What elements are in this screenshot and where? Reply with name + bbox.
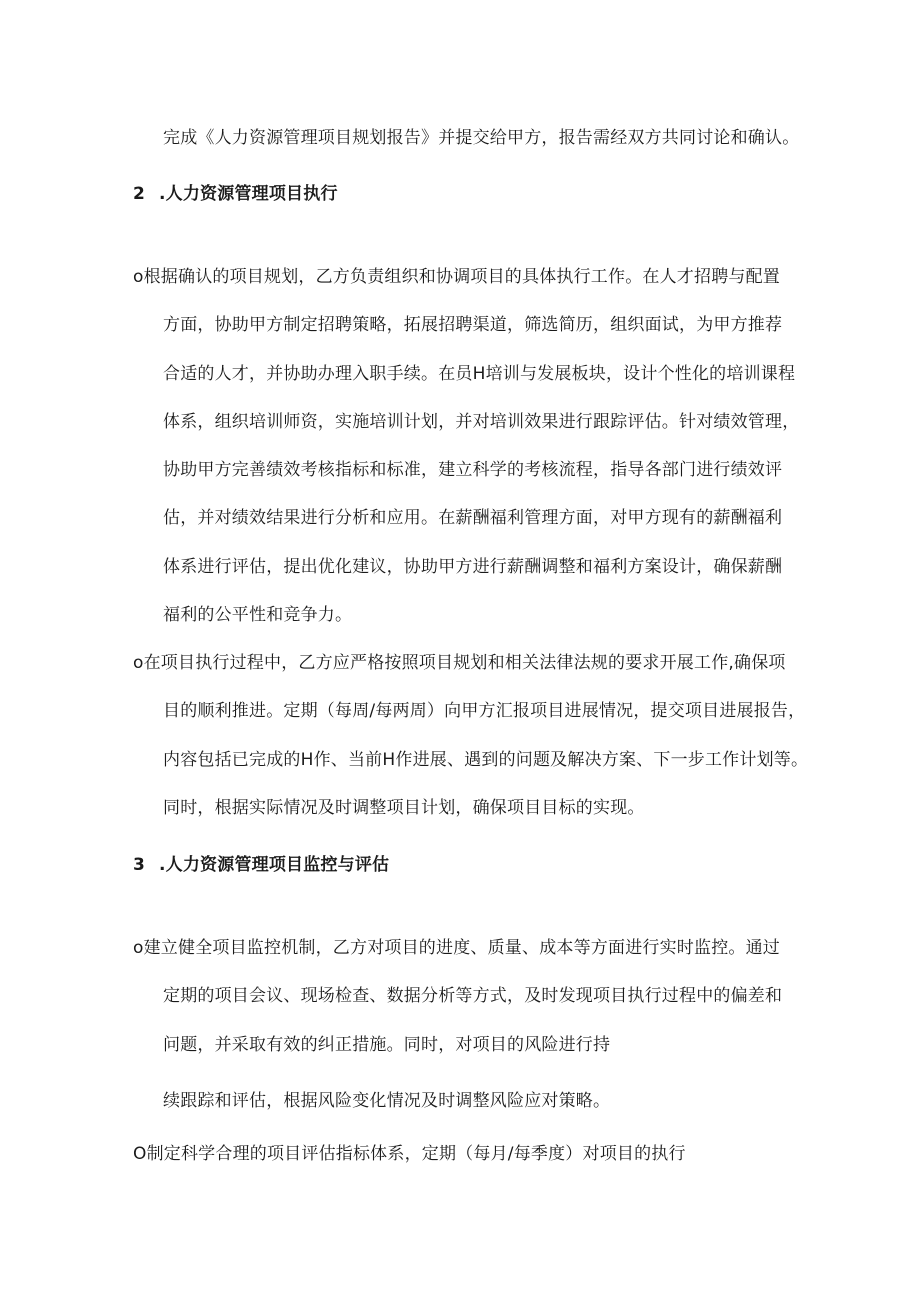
section-3-number: 3 xyxy=(133,855,146,875)
paragraph-line: 体系进行评估，提出优化建议，协助甲方进行薪酬调整和福利方案设计，确保薪酬 xyxy=(163,557,783,577)
paragraph-line: O制定科学合理的项目评估指标体系，定期（每月/每季度）对项目的执行 xyxy=(133,1144,686,1164)
paragraph-line: o建立健全项目监控机制，乙方对项目的进度、质量、成本等方面进行实时监控。通过 xyxy=(133,938,780,958)
paragraph-line: 福利的公平性和竞争力。 xyxy=(163,605,353,625)
paragraph-line: 体系，组织培训师资，实施培训计划，并对培训效果进行跟踪评估。针对绩效管理， xyxy=(163,412,800,432)
paragraph-line: 续跟踪和评估，根据风险变化情况及时调整风险应对策略。 xyxy=(163,1091,611,1111)
paragraph-line: o根据确认的项目规划，乙方负责组织和协调项目的具体执行工作。在人才招聘与配置 xyxy=(133,267,780,287)
paragraph-line: o在项目执行过程中，乙方应严格按照项目规划和相关法律法规的要求开展工作,确保项 xyxy=(133,653,786,673)
paragraph-line: 问题，并采取有效的纠正措施。同时，对项目的风险进行持 xyxy=(163,1035,611,1055)
section-2-number: 2 xyxy=(133,184,146,204)
paragraph-line: 定期的项目会议、现场检查、数据分析等方式，及时发现项目执行过程中的偏差和 xyxy=(163,986,783,1006)
section-2-title: .人力资源管理项目执行 xyxy=(159,184,338,204)
section-2-heading xyxy=(133,182,338,206)
paragraph-line: 协助甲方完善绩效考核指标和标准，建立科学的考核流程，指导各部门进行绩效评 xyxy=(163,460,783,480)
paragraph-line: 目的顺利推进。定期（每周/每两周）向甲方汇报项目进展情况，提交项目进展报告， xyxy=(163,701,806,721)
section-3-title: .人力资源管理项目监控与评估 xyxy=(159,855,390,875)
intro-paragraph: 完成《人力资源管理项目规划报告》并提交给甲方，报告需经双方共同讨论和确认。 xyxy=(163,128,800,148)
section-3-heading xyxy=(133,853,389,877)
paragraph-line: 方面，协助甲方制定招聘策略，拓展招聘渠道，筛选简历，组织面试，为甲方推荐 xyxy=(163,315,783,335)
paragraph-line: 估，并对绩效结果进行分析和应用。在薪酬福利管理方面，对甲方现有的薪酬福利 xyxy=(163,508,783,528)
paragraph-line: 合适的人才，并协助办理入职手续。在员H培训与发展板块，设计个性化的培训课程 xyxy=(163,364,796,384)
paragraph-line: 同时，根据实际情况及时调整项目计划，确保项目目标的实现。 xyxy=(163,798,645,818)
paragraph-line: 内容包括已完成的H作、当前H作进展、遇到的问题及解决方案、下一步工作计划等。 xyxy=(163,750,809,770)
